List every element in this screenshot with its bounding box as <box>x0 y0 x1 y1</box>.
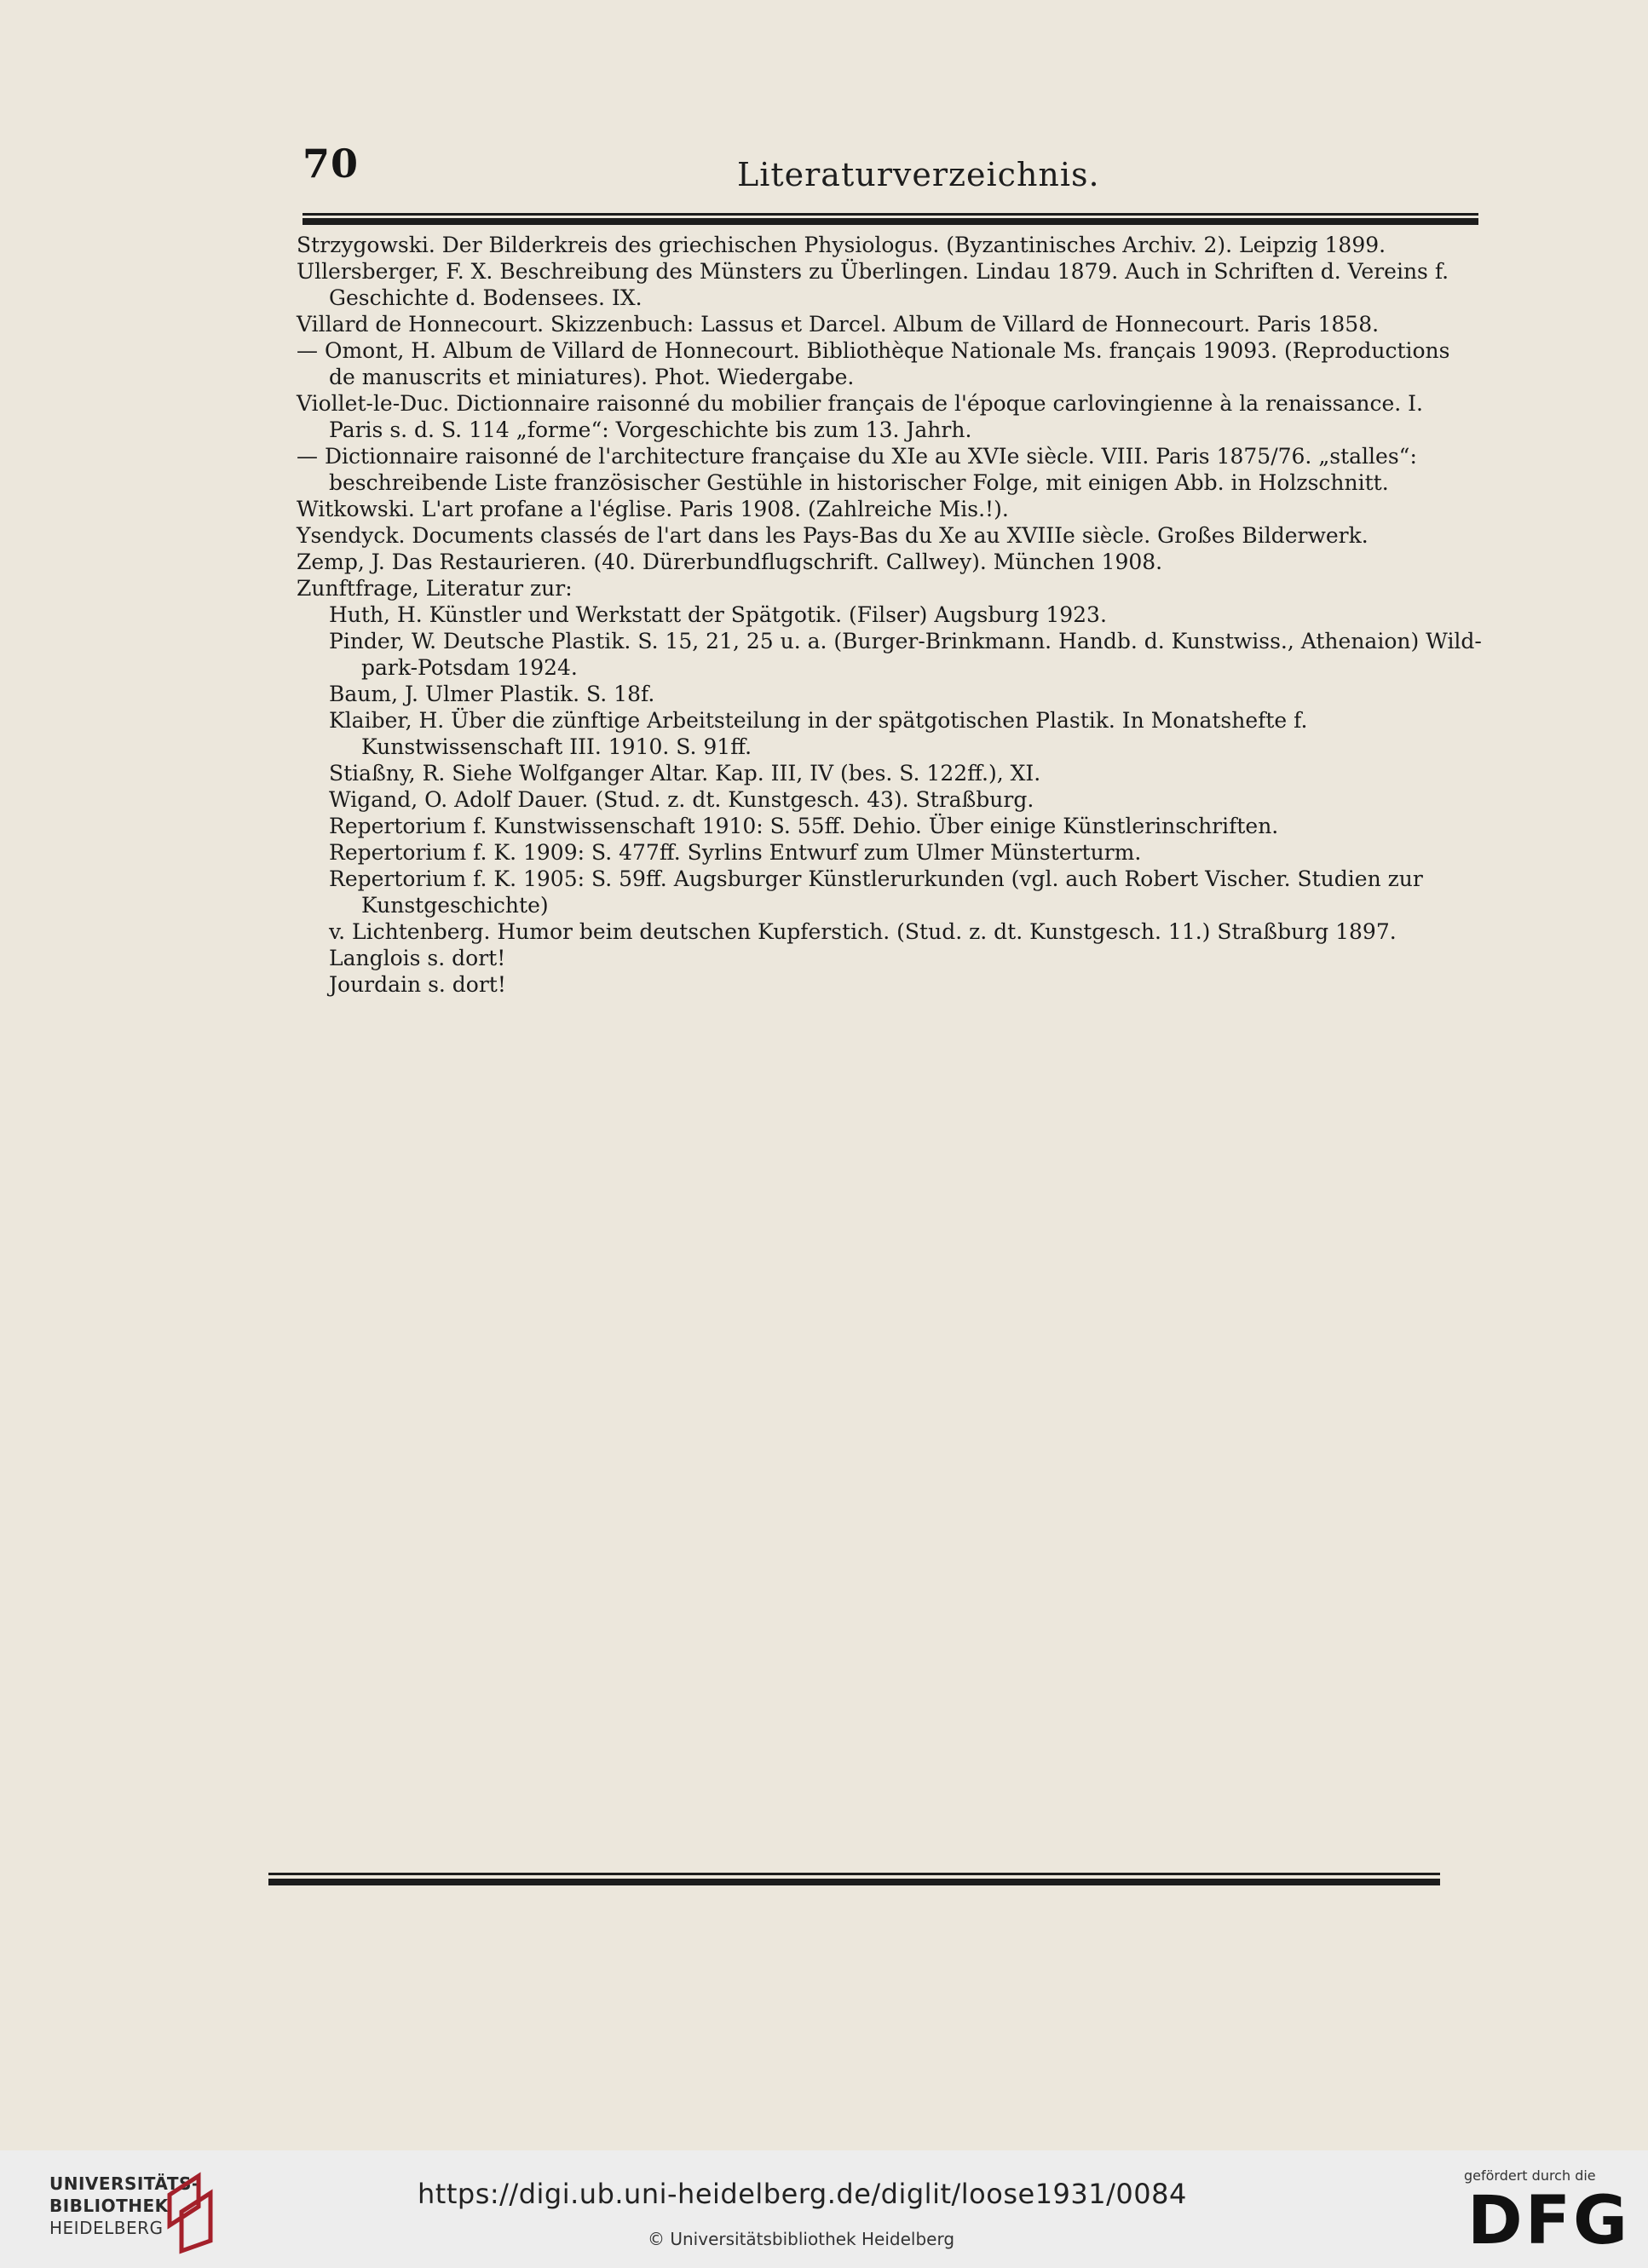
funding-label: gefördert durch die <box>1464 2167 1596 2184</box>
bibliography-entry: Repertorium f. Kunstwissenschaft 1910: S. 55ff. Dehio. Über einige Künstlerinschriften. <box>329 814 1279 838</box>
bibliography-entry: Langlois s. dort! <box>329 946 506 970</box>
bibliography-entry: Wigand, O. Adolf Dauer. (Stud. z. dt. Kunstgesch. 43). Straßburg. <box>329 787 1034 812</box>
bibliography-entry: Baum, J. Ulmer Plastik. S. 18f. <box>329 682 655 706</box>
bibliography-entry: Klaiber, H. Über die zünftige Arbeitsteilung in der spätgotischen Plastik. In Monatshefte f. Kunstwissenschaft III. 1910. S. 91ff. <box>329 708 1308 759</box>
bibliography-entry: Huth, H. Künstler und Werkstatt der Spätgotik. (Filser) Augsburg 1923. <box>329 602 1107 627</box>
bibliography-entry: Stiaßny, R. Siehe Wolfganger Altar. Kap. III, IV (bes. S. 122ff.), XI. <box>329 761 1041 786</box>
page-number: 70 <box>303 141 360 187</box>
bibliography-entry: Zemp, J. Das Restaurieren. (40. Dürerbundflugschrift. Callwey). München 1908. <box>297 550 1163 574</box>
permalink-url[interactable]: https://digi.ub.uni-heidelberg.de/diglit/loose1931/0084 <box>418 2178 1187 2210</box>
library-emblem-icon <box>164 2169 224 2254</box>
bibliography-entry: Ysendyck. Documents classés de l'art dans les Pays-Bas du Xe au XVIIIe siècle. Großes Bilderwerk. <box>297 523 1369 548</box>
bibliography-entry: — Omont, H. Album de Villard de Honnecourt. Bibliothèque Nationale Ms. français 19093. (Reproductions de manuscrits et miniatures). Phot. Wiedergabe. <box>297 338 1450 389</box>
bibliography-entry: v. Lichtenberg. Humor beim deutschen Kupferstich. (Stud. z. dt. Kunstgesch. 11.) Straßburg 1897. <box>329 919 1397 944</box>
header-rule-thin <box>303 213 1478 216</box>
library-name-line1: UNIVERSITÄTS- <box>49 2173 199 2194</box>
copyright-notice: © Universitätsbibliothek Heidelberg <box>648 2229 955 2249</box>
bibliography-entry: Zunftfrage, Literatur zur: <box>297 576 573 601</box>
dfg-logo[interactable]: DFG <box>1467 2183 1631 2259</box>
bibliography-list <box>297 232 1483 998</box>
bibliography-entry: Pinder, W. Deutsche Plastik. S. 15, 21, 25 u. a. (Burger-Brinkmann. Handb. d. Kunstwiss., Athenaion) Wild-park-Potsdam 1924. <box>329 629 1482 680</box>
bibliography-entry: Viollet-le-Duc. Dictionnaire raisonné du mobilier français de l'époque carlovingienne à la renaissance. I. Paris s. d. S. 114 „forme“: Vorgeschichte bis zum 13. Jahrh. <box>297 391 1423 442</box>
bibliography-entry: Villard de Honnecourt. Skizzenbuch: Lassus et Darcel. Album de Villard de Honnecourt. Paris 1858. <box>297 312 1380 337</box>
running-title: Literaturverzeichnis. <box>737 156 1100 193</box>
header-rule <box>303 213 1478 225</box>
footer-rule-thin <box>268 1873 1440 1875</box>
footer-rule-thick <box>268 1879 1440 1885</box>
footer-rule <box>268 1873 1440 1886</box>
bibliography-entry: Repertorium f. K. 1905: S. 59ff. Augsburger Künstlerurkunden (vgl. auch Robert Vischer. Studien zur Kunstgeschichte) <box>329 866 1423 918</box>
bibliography-entry: Jourdain s. dort! <box>329 972 506 997</box>
bibliography-entry: Witkowski. L'art profane a l'église. Paris 1908. (Zahlreiche Mis.!). <box>297 497 1009 521</box>
library-name-line3: HEIDELBERG <box>49 2218 164 2238</box>
page-header <box>303 141 1478 192</box>
bibliography-entry: Repertorium f. K. 1909: S. 477ff. Syrlins Entwurf zum Ulmer Münsterturm. <box>329 840 1142 865</box>
header-rule-thick <box>303 218 1478 225</box>
viewer-footer <box>0 2150 1648 2268</box>
bibliography-entry: — Dictionnaire raisonné de l'architecture française du XIe au XVIe siècle. VIII. Paris 1875/76. „stalles“: beschreibende Liste französischer Gestühle in historischer Folge, mit einigen Abb. in Holzschnitt. <box>297 444 1417 495</box>
library-name-line2: BIBLIOTHEK <box>49 2196 169 2216</box>
bibliography-entry: Strzygowski. Der Bilderkreis des griechischen Physiologus. (Byzantinisches Archiv. 2). Leipzig 1899. <box>297 233 1386 257</box>
bibliography-entry: Ullersberger, F. X. Beschreibung des Münsters zu Überlingen. Lindau 1879. Auch in Schriften d. Vereins f. Geschichte d. Bodensees. IX. <box>297 259 1449 310</box>
